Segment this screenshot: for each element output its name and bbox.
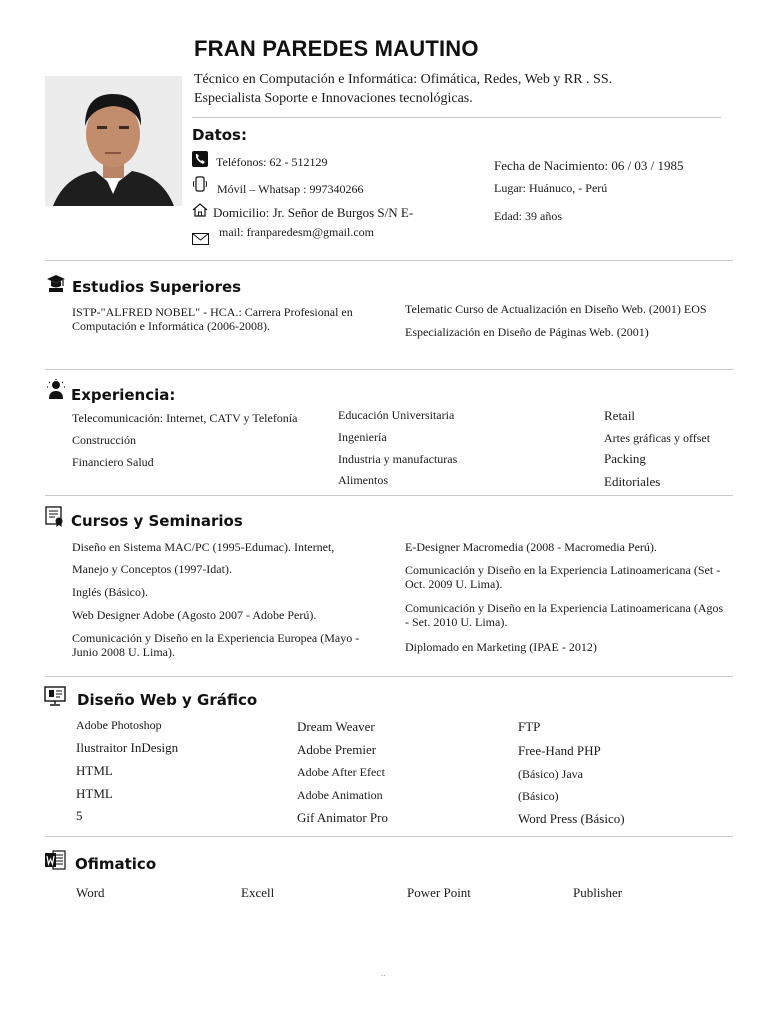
experiencia-item: Packing (604, 451, 646, 466)
domicilio-text: Domicilio: Jr. Señor de Burgos S/N E- (213, 205, 414, 220)
estudios-left-line2: Computación e Informática (2006-2008). (72, 319, 270, 333)
curso-item: Diplomado en Marketing (IPAE - 2012) (405, 640, 597, 654)
lugar-text: Lugar: Huánuco, - Perú (494, 181, 608, 195)
curso-item: Manejo y Conceptos (1997-Idat). (72, 562, 232, 576)
experiencia-item: Telecomunicación: Internet, CATV y Telefonía (72, 411, 298, 425)
diseno-title: Diseño Web y Gráfico (77, 691, 258, 709)
diseno-item: FTP (518, 719, 541, 734)
curso-item: Diseño en Sistema MAC/PC (1995-Edumac). Internet, (72, 540, 335, 554)
diseno-item: Free-Hand PHP (518, 743, 601, 758)
diseno-item: (Básico) Java (518, 767, 583, 781)
experiencia-item: Industria y manufacturas (338, 452, 458, 466)
diseno-item: Dream Weaver (297, 719, 375, 734)
estudios-right-line1: Telematic Curso de Actualización en Diseño Web. (2001) EOS (405, 302, 707, 316)
diseno-item: 5 (76, 808, 83, 823)
fecha-nacimiento: Fecha de Nacimiento: 06 / 03 / 1985 (494, 158, 684, 173)
experiencia-item: Ingeniería (338, 430, 387, 444)
telefonos-text: Teléfonos: 62 - 512129 (216, 155, 328, 169)
diseno-item: (Básico) (518, 789, 559, 803)
experiencia-item: Construcción (72, 433, 136, 447)
curso-item: Inglés (Básico). (72, 585, 148, 599)
cursos-divider (45, 676, 733, 677)
page-footer-mark: ·· (381, 972, 386, 980)
cursos-title: Cursos y Seminarios (71, 512, 243, 530)
ofimatico-item: Word (76, 885, 105, 900)
person-name: FRAN PAREDES MAUTINO (194, 36, 479, 61)
diseno-item: Adobe After Efect (297, 765, 385, 779)
experiencia-item: Artes gráficas y offset (604, 431, 711, 445)
profile-photo (45, 76, 182, 206)
diseno-item: Gif Animator Pro (297, 810, 388, 825)
diseno-divider (45, 836, 733, 837)
graduation-cap-icon (46, 273, 66, 298)
estudios-left-line1: ISTP-"ALFRED NOBEL" - HCA.: Carrera Profesional en (72, 305, 353, 319)
phone-icon (192, 151, 208, 172)
diseno-item: Word Press (Básico) (518, 811, 625, 826)
curso-item: Comunicación y Diseño en la Experiencia Europea (Mayo - Junio 2008 U. Lima). (72, 631, 360, 659)
curso-item: Comunicación y Diseño en la Experiencia Latinoamericana (Set - Oct. 2009 U. Lima). (405, 563, 721, 591)
experiencia-divider (45, 495, 733, 496)
estudios-divider (45, 369, 733, 370)
profile-subtitle: Técnico en Computación e Informática: Ofimática, Redes, Web y RR . SS. Especialista Soporte e Innovaciones tecnológicas. (194, 72, 613, 106)
word-document-icon (44, 849, 66, 876)
diseno-item: HTML (76, 786, 113, 801)
mobile-icon (193, 176, 207, 197)
experiencia-item: Financiero Salud (72, 455, 154, 469)
edad-text: Edad: 39 años (494, 209, 562, 223)
ofimatico-title: Ofimatico (75, 855, 157, 873)
certificate-icon (45, 506, 65, 533)
experiencia-item: Alimentos (338, 473, 388, 487)
diseno-item: Adobe Photoshop (76, 718, 162, 732)
diseno-item: Ilustraitor InDesign (76, 740, 179, 755)
diseno-item: HTML (76, 763, 113, 778)
lightbulb-person-icon (45, 379, 67, 406)
curso-item: Comunicación y Diseño en la Experiencia Latinoamericana (Agos - Set. 2010 U. Lima). (405, 601, 724, 629)
curso-item: E-Designer Macromedia (2008 - Macromedia Perú). (405, 540, 657, 554)
diseno-item: Adobe Premier (297, 742, 377, 757)
experiencia-item: Retail (604, 408, 636, 423)
email-text: mail: franparedesm@gmail.com (219, 225, 374, 239)
estudios-title: Estudios Superiores (72, 278, 242, 296)
datos-title: Datos: (192, 126, 247, 144)
experiencia-title: Experiencia: (71, 386, 176, 404)
ofimatico-item: Publisher (573, 885, 623, 900)
estudios-right-line2: Especialización en Diseño de Páginas Web. (2001) (405, 325, 649, 339)
experiencia-item: Educación Universitaria (338, 408, 455, 422)
mail-icon (192, 232, 209, 250)
datos-divider (45, 260, 733, 261)
experiencia-item: Editoriales (604, 474, 661, 489)
ofimatico-item: Excell (241, 885, 275, 900)
diseno-item: Adobe Animation (297, 788, 383, 802)
monitor-design-icon (44, 685, 66, 712)
ofimatico-item: Power Point (407, 885, 471, 900)
home-icon (192, 203, 208, 222)
header-divider (192, 117, 721, 118)
curso-item: Web Designer Adobe (Agosto 2007 - Adobe Perú). (72, 608, 317, 622)
movil-text: Móvil – Whatsap : 997340266 (217, 182, 364, 196)
